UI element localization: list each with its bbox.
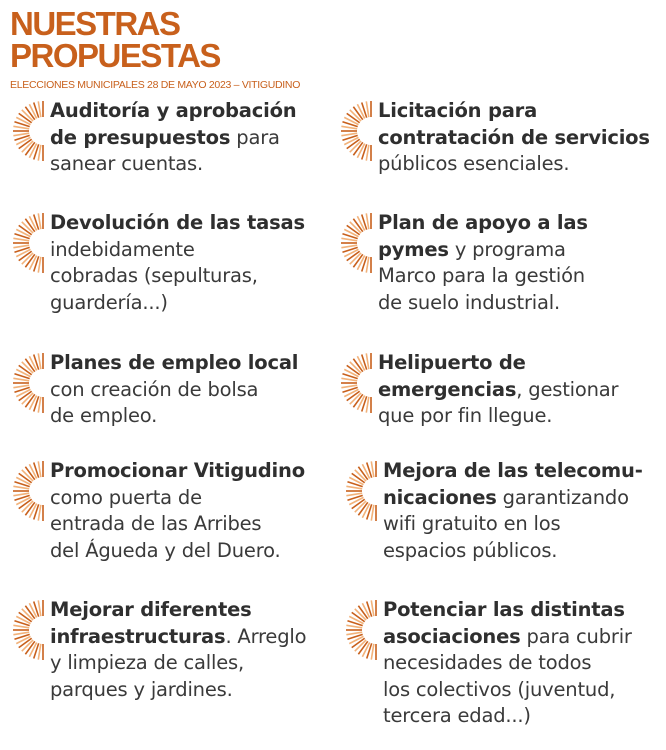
page-title [10, 5, 220, 74]
proposal-bold: infraestructuras [50, 624, 226, 648]
sunburst-icon [10, 458, 46, 528]
proposal-bold: Devolución de las tasas [50, 211, 305, 234]
sunburst-icon [338, 210, 374, 280]
proposal-bold: Promocionar Vitigudino [50, 459, 305, 482]
proposal-bold: pymes [378, 237, 449, 261]
proposal-bold: Auditoría y aprobación [50, 99, 297, 122]
proposal-text [50, 458, 305, 564]
title-line-2: PROPUESTAS [10, 37, 220, 74]
proposal-item [10, 210, 305, 316]
proposal-item [343, 458, 643, 564]
proposal-line [50, 290, 305, 317]
proposal-line [50, 650, 306, 677]
proposal-line [383, 624, 632, 651]
proposal-normal: y limpieza de calles, [50, 651, 244, 674]
proposal-line [378, 290, 588, 317]
proposal-item [338, 98, 650, 178]
sunburst-icon [338, 350, 374, 420]
proposal-item [338, 350, 618, 430]
proposal-text [50, 98, 296, 178]
proposal-normal: públicos esenciales. [378, 152, 570, 175]
proposal-bold: Mejora de las telecomu- [383, 459, 643, 482]
proposal-item [10, 350, 298, 430]
proposal-line [50, 377, 298, 404]
proposal-bold: Plan de apoyo a las [378, 211, 588, 234]
proposal-bold: Helipuerto de [378, 351, 526, 374]
proposal-item [343, 597, 632, 730]
proposal-bold: Licitación para [378, 99, 538, 122]
proposal-normal: que por fin llegue. [378, 404, 553, 427]
proposal-item [10, 458, 305, 564]
proposal-normal: del Águeda y del Duero. [50, 538, 281, 562]
proposal-line [378, 151, 650, 178]
proposal-line [383, 458, 643, 485]
proposal-line [50, 485, 305, 512]
proposal-line [383, 650, 632, 677]
proposal-normal: de suelo industrial. [378, 290, 560, 314]
proposal-line [383, 703, 632, 730]
sunburst-icon [10, 98, 46, 168]
proposal-normal: espacios públicos. [383, 538, 558, 562]
proposal-normal: , gestionar [516, 377, 619, 401]
proposal-text [378, 350, 618, 430]
proposal-line [383, 485, 643, 512]
sunburst-icon [10, 597, 46, 667]
proposal-normal: garantizando [496, 485, 629, 509]
proposal-text [378, 210, 588, 316]
proposal-line [378, 350, 618, 377]
proposal-bold: asociaciones [383, 624, 521, 648]
proposal-normal: entrada de las Arribes [50, 512, 262, 535]
proposal-normal: como puerta de [50, 485, 202, 509]
proposal-normal: y programa [448, 237, 566, 261]
proposal-bold: de presupuestos [50, 125, 231, 149]
proposal-line [50, 403, 298, 430]
proposal-bold: contratación de servicios [378, 125, 650, 149]
proposal-normal: los colectivos (juventud, [383, 677, 616, 701]
proposal-line [50, 263, 305, 290]
proposal-text [50, 210, 305, 316]
proposal-line [378, 403, 618, 430]
proposal-line [378, 98, 650, 125]
proposal-normal: con creación de bolsa [50, 377, 259, 401]
proposal-bold: Planes de empleo local [50, 351, 299, 374]
proposal-line [383, 597, 632, 624]
proposal-normal: tercera edad...) [383, 704, 531, 727]
proposal-bold: emergencias [378, 377, 517, 401]
proposal-bold: Mejorar diferentes [50, 598, 252, 621]
proposal-normal: . Arreglo [225, 624, 307, 648]
sunburst-icon [10, 210, 46, 280]
proposal-text [378, 98, 650, 178]
title-line-1: NUESTRAS [10, 5, 180, 42]
sunburst-icon [343, 458, 379, 528]
proposal-text [50, 597, 306, 703]
proposal-line [378, 377, 618, 404]
proposal-normal: indebidamente [50, 237, 195, 261]
proposal-bold: Potenciar las distintas [383, 598, 625, 621]
proposal-line [383, 511, 643, 538]
proposal-line [50, 151, 296, 178]
proposal-line [50, 98, 296, 125]
proposal-line [50, 597, 306, 624]
proposal-line [378, 125, 650, 152]
proposal-bold: nicaciones [383, 485, 497, 509]
proposal-line [50, 237, 305, 264]
sunburst-icon [343, 597, 379, 667]
proposal-text [383, 597, 632, 730]
proposal-text [383, 458, 643, 564]
proposal-line [50, 538, 305, 565]
proposal-item [10, 597, 306, 703]
proposal-normal: de empleo. [50, 404, 158, 427]
proposal-line [383, 677, 632, 704]
proposal-line [50, 458, 305, 485]
proposal-normal: necesidades de todos [383, 651, 592, 674]
proposal-line [50, 624, 306, 651]
proposal-text [50, 350, 298, 430]
proposal-normal: wifi gratuito en los [383, 512, 561, 535]
proposal-normal: cobradas (sepulturas, [50, 264, 258, 287]
proposal-line [50, 210, 305, 237]
proposal-line [50, 125, 296, 152]
proposal-normal: para cubrir [520, 624, 632, 648]
proposal-normal: sanear cuentas. [50, 152, 204, 175]
proposal-line [378, 237, 588, 264]
sunburst-icon [10, 350, 46, 420]
proposal-normal: guardería...) [50, 290, 168, 314]
proposal-normal: para [230, 125, 280, 149]
proposal-line [378, 210, 588, 237]
proposal-item [10, 98, 296, 178]
proposal-normal: parques y jardines. [50, 677, 233, 701]
proposal-normal: Marco para la gestión [378, 264, 585, 287]
proposal-line [50, 677, 306, 704]
proposal-line [383, 538, 643, 565]
proposal-item [338, 210, 588, 316]
proposal-line [378, 263, 588, 290]
proposal-line [50, 511, 305, 538]
sunburst-icon [338, 98, 374, 168]
proposal-line [50, 350, 298, 377]
subtitle: ELECCIONES MUNICIPALES 28 DE MAYO 2023 – VITIGUDINO [10, 79, 301, 91]
